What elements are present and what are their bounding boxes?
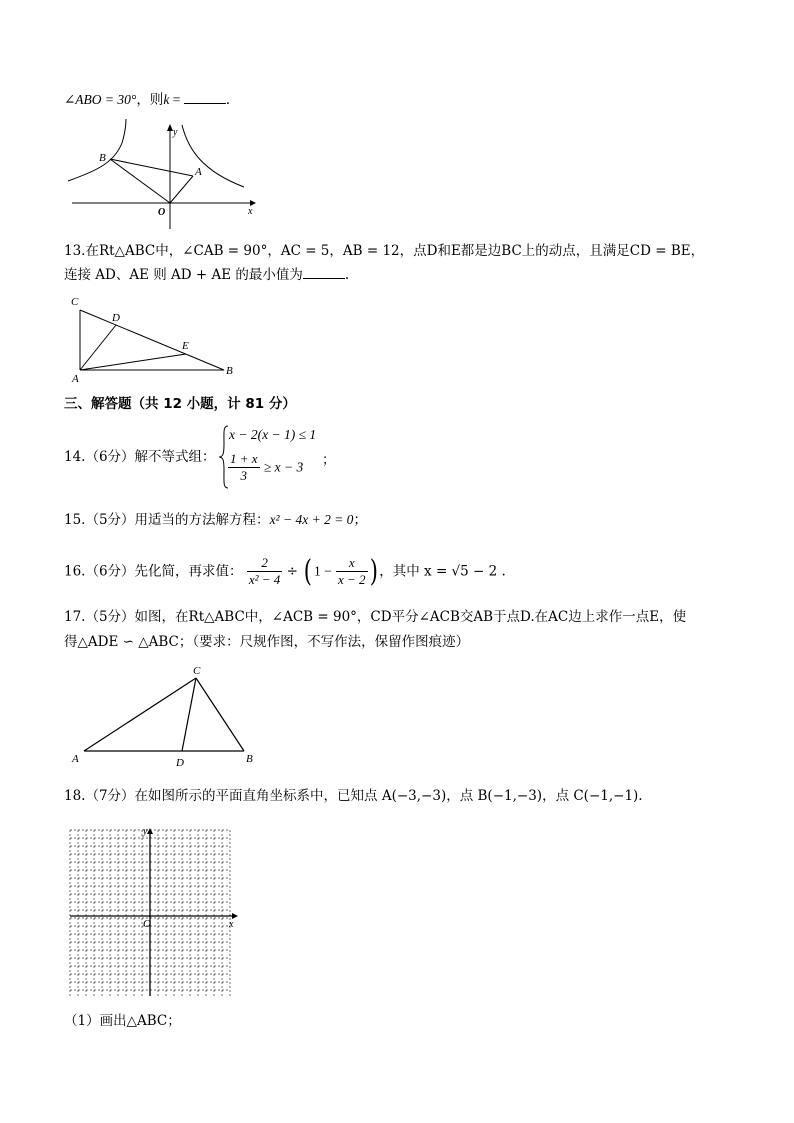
q16-suffix: ，其中 x = √5 − 2 .: [379, 563, 506, 580]
q12-eq: =: [169, 92, 184, 107]
q18-line: 18.（7分）在如图所示的平面直角坐标系中，已知点 A(−3,−3)，点 B(−1,−3)，点 C(−1,−1).: [64, 788, 643, 804]
q17-side-cb: [196, 678, 244, 751]
q13-figure: [66, 292, 246, 384]
q16-f2-num: x: [336, 555, 368, 572]
q16-right-paren: ): [369, 553, 378, 589]
q13-label-C: C: [71, 296, 79, 308]
q13-label-A: A: [72, 373, 79, 384]
q13-line2: 连接 AD、AE 则 AD + AE 的最小值为: [64, 267, 303, 283]
answer-blank-q12[interactable]: [184, 91, 226, 104]
q17-segment-cd: [182, 678, 196, 751]
q14-frac-den: 3: [240, 468, 248, 483]
q16-f1-den: x² − 4: [248, 572, 281, 587]
q17-side-ca: [84, 678, 196, 751]
q17-figure: [66, 660, 266, 772]
q16-one-minus: 1 −: [313, 563, 332, 579]
q14-ineq1-text: x − 2(x − 1) ≤ 1: [229, 427, 317, 442]
section-3-title: 三、解答题（共 12 小题，计 81 分）: [64, 396, 296, 412]
q12-label-B: B: [99, 152, 106, 164]
q16-row: [64, 552, 506, 591]
q12-angle: ∠ABO = 30°: [64, 92, 137, 107]
q16-f2-den: x − 2: [337, 572, 366, 587]
q15-equation: x² − 4x + 2 = 0: [269, 512, 354, 527]
q14-end: ；: [322, 452, 336, 468]
q14-ineq2: [228, 451, 303, 484]
q18-label-O: O: [143, 918, 151, 930]
answer-blank-q13[interactable]: [303, 266, 345, 279]
q17-label-B: B: [246, 753, 253, 765]
q13-label-D: D: [112, 312, 120, 324]
q14-frac-num: 1 + x: [230, 451, 258, 466]
q16-f1-num: 2: [247, 555, 282, 572]
q17-line1: 17.（5分）如图，在Rt△ABC中，∠ACB = 90°，CD平分∠ACB交AB于点D.在AC边上求作一点E，使: [64, 609, 687, 625]
q13-label-B: B: [226, 365, 233, 377]
q12-label-x: x: [248, 206, 253, 217]
q14-row: [64, 448, 216, 466]
q18-coordinate-grid: [66, 826, 242, 998]
q13-segment-ae: [80, 354, 186, 370]
q17-line2: 得△ADE ∽ △ABC；（要求：尺规作图，不写作法，保留作图痕迹）: [64, 634, 470, 650]
q17-label-C: C: [193, 665, 201, 677]
q18-label-x: x: [229, 919, 234, 930]
q12-left-branch: [68, 119, 126, 181]
q14-ineq1: [229, 426, 316, 444]
q16-left-paren: (: [303, 553, 313, 589]
q13-line1: 13.在Rt△ABC中，∠CAB = 90°，AC = 5，AB = 12，点D和E都是边BC上的动点，且满足CD = BE，: [64, 243, 705, 259]
q16-fraction-1: [247, 555, 282, 588]
q16-fraction-2: [336, 555, 368, 588]
q16-prefix: 16.（6分）先化简，再求值：: [64, 563, 243, 580]
q13-label-E: E: [182, 340, 189, 352]
q18-y-arrow: [147, 828, 153, 834]
q12-segment-ba: [110, 159, 193, 176]
q18-label-y: y: [143, 826, 148, 837]
q15-row: [64, 511, 367, 529]
q15-prefix: 15.（5分）用适当的方法解方程：: [64, 512, 270, 528]
q15-end: ；: [353, 512, 367, 528]
q12-k: k: [163, 92, 170, 107]
q12-text: [64, 91, 230, 109]
q12-end: .: [225, 92, 230, 108]
q12-mid: ，则: [136, 92, 164, 108]
q18-sub1: （1）画出△ABC；: [64, 1013, 181, 1029]
q12-label-O: O: [158, 207, 166, 218]
q13-segment-ad: [80, 325, 116, 370]
q17-label-A: A: [72, 753, 79, 765]
q12-segment-oa: [170, 176, 193, 203]
q12-label-y: y: [173, 127, 178, 138]
q16-divide: ÷: [286, 563, 298, 580]
q12-label-A: A: [195, 166, 202, 178]
q13-line2-wrap: [64, 266, 349, 284]
q14-fraction: [228, 451, 260, 484]
q13-side-cb: [80, 310, 224, 370]
q17-label-D: D: [176, 757, 184, 769]
q12-figure: [62, 115, 262, 235]
q13-line2-end: .: [344, 267, 350, 283]
q14-ineq2-rest: ≥ x − 3: [263, 459, 304, 475]
q14-prefix: 14.（6分）解不等式组：: [64, 449, 216, 465]
